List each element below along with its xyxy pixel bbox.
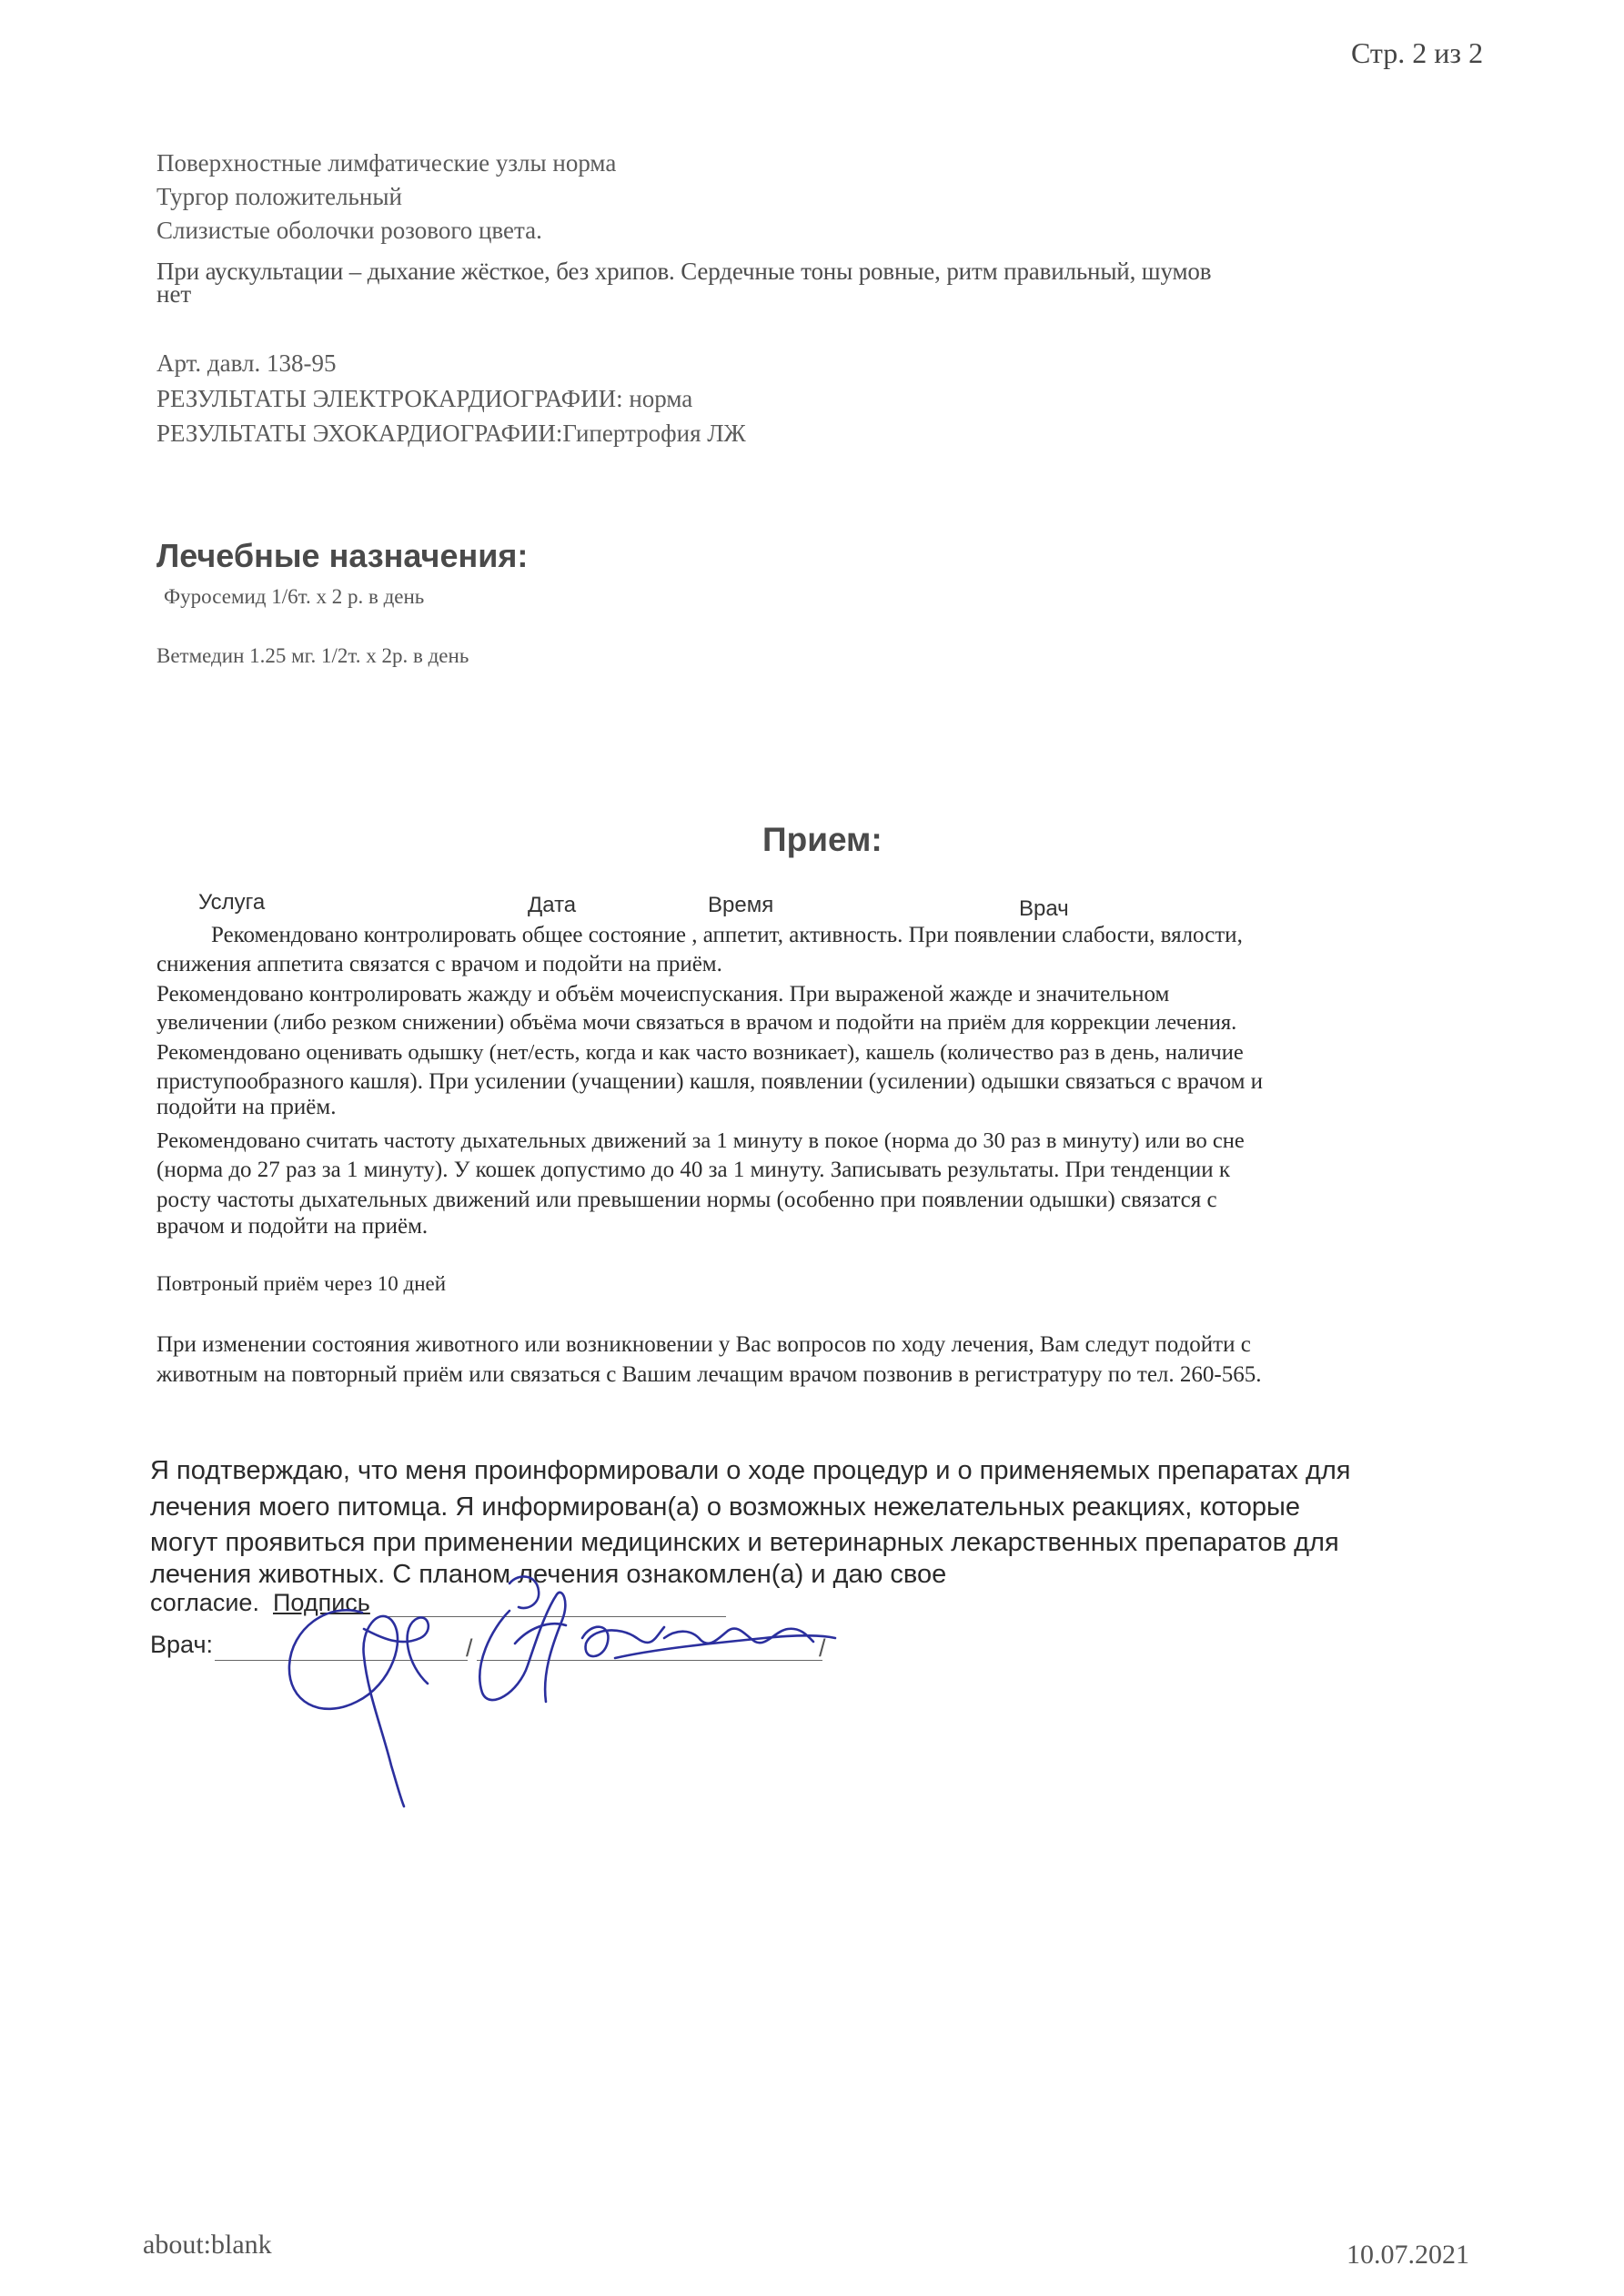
echo-result: РЕЗУЛЬТАТЫ ЭХОКАРДИОГРАФИИ:Гипертрофия ЛЖ — [156, 420, 746, 447]
recommendation-line: (норма до 27 раз за 1 минуту). У кошек допустимо до 40 за 1 минуту. Записывать результаты. При тенденции к — [156, 1158, 1230, 1182]
consent-line: лечения животных. С планом лечения ознакомлен(а) и даю свое — [150, 1560, 947, 1589]
recommendation-line: росту частоты дыхательных движений или превышении нормы (особенно при появлении одышки) связатся с — [156, 1188, 1217, 1212]
signature-label: Подпись — [273, 1589, 370, 1616]
prescription-item: Фуросемид 1/6т. х 2 р. в день — [164, 585, 425, 608]
blood-pressure: Арт. давл. 138-95 — [156, 349, 337, 377]
doctor-signature-stroke — [515, 1623, 566, 1644]
ecg-result: РЕЗУЛЬТАТЫ ЭЛЕКТРОКАРДИОГРАФИИ: норма — [156, 385, 693, 412]
doctor-signature-stroke — [615, 1635, 835, 1658]
recommendation-line: приступообразного кашля). При усилении (учащении) кашля, появлении (усилении) одышки связаться с врачом и — [156, 1069, 1264, 1094]
follow-up-note: Повтроный приём через 10 дней — [156, 1272, 447, 1295]
appointment-heading: Прием: — [762, 821, 883, 858]
recommendation-line: Рекомендовано контролировать общее состояние , аппетит, активность. При появлении слабости, вялости, — [211, 923, 1243, 947]
signature-separator: / — [466, 1634, 473, 1662]
footer-date: 10.07.2021 — [1347, 2240, 1469, 2270]
recommendation-line: врачом и подойти на приём. — [156, 1214, 429, 1239]
exam-line: Слизистые оболочки розового цвета. — [156, 217, 542, 244]
contact-line: При изменении состояния животного или возникновении у Вас вопросов по ходу лечения, Вам следут подойти с — [156, 1332, 1251, 1357]
column-doctor: Врач — [1019, 896, 1069, 921]
consent-line: Я подтверждаю, что меня проинформировали о ходе процедур и о применяемых препаратах для — [150, 1456, 1351, 1485]
doctor-label: Врач: — [150, 1631, 214, 1658]
consent-line: лечения моего питомца. Я информирован(а) о возможных нежелательных реакциях, которые — [150, 1492, 1301, 1522]
footer-source: about:blank — [143, 2230, 272, 2260]
recommendation-line: увеличении (либо резком снижении) объёма мочи связаться в врачом и подойти на приём для коррекции лечения. — [156, 1010, 1237, 1035]
exam-line: Поверхностные лимфатические узлы норма — [156, 149, 617, 177]
doctor-signature-stroke — [509, 1576, 539, 1608]
recommendation-line: Рекомендовано считать частоту дыхательных движений за 1 минуту в покое (норма до 30 раз в минуту) или во сне — [156, 1128, 1245, 1153]
exam-line: Тургор положительный — [156, 183, 402, 210]
recommendation-line: Рекомендовано контролировать жажду и объём мочеиспускания. При выраженой жажде и значительном — [156, 982, 1170, 1006]
recommendation-line: подойти на приём. — [156, 1095, 337, 1119]
column-service: Услуга — [198, 890, 266, 915]
recommendation-line: снижения аппетита связатся с врачом и подойти на приём. — [156, 952, 722, 976]
exam-line: нет — [156, 280, 192, 308]
exam-line: При аускультации – дыхание жёсткое, без хрипов. Сердечные тоны ровные, ритм правильный, шумов — [156, 258, 1212, 285]
contact-line: животным на повторный приём или связаться с Вашим лечащим врачом позвонив в регистратуру по тел. 260-565. — [156, 1362, 1262, 1387]
recommendation-line: Рекомендовано оценивать одышку (нет/есть, когда и как часто возникает), кашель (количество раз в день, наличие — [156, 1040, 1244, 1065]
column-date: Дата — [528, 893, 577, 917]
column-time: Время — [708, 893, 774, 917]
prescriptions-heading: Лечебные назначения: — [156, 537, 529, 574]
page-number: Стр. 2 из 2 — [1351, 36, 1484, 69]
consent-agreement-label: согласие. — [150, 1589, 259, 1616]
consent-line: могут проявиться при применении медицинских и ветеринарных лекарственных препаратов для — [150, 1528, 1339, 1557]
signature-separator: / — [819, 1634, 826, 1662]
prescription-item: Ветмедин 1.25 мг. 1/2т. х 2р. в день — [156, 644, 469, 667]
